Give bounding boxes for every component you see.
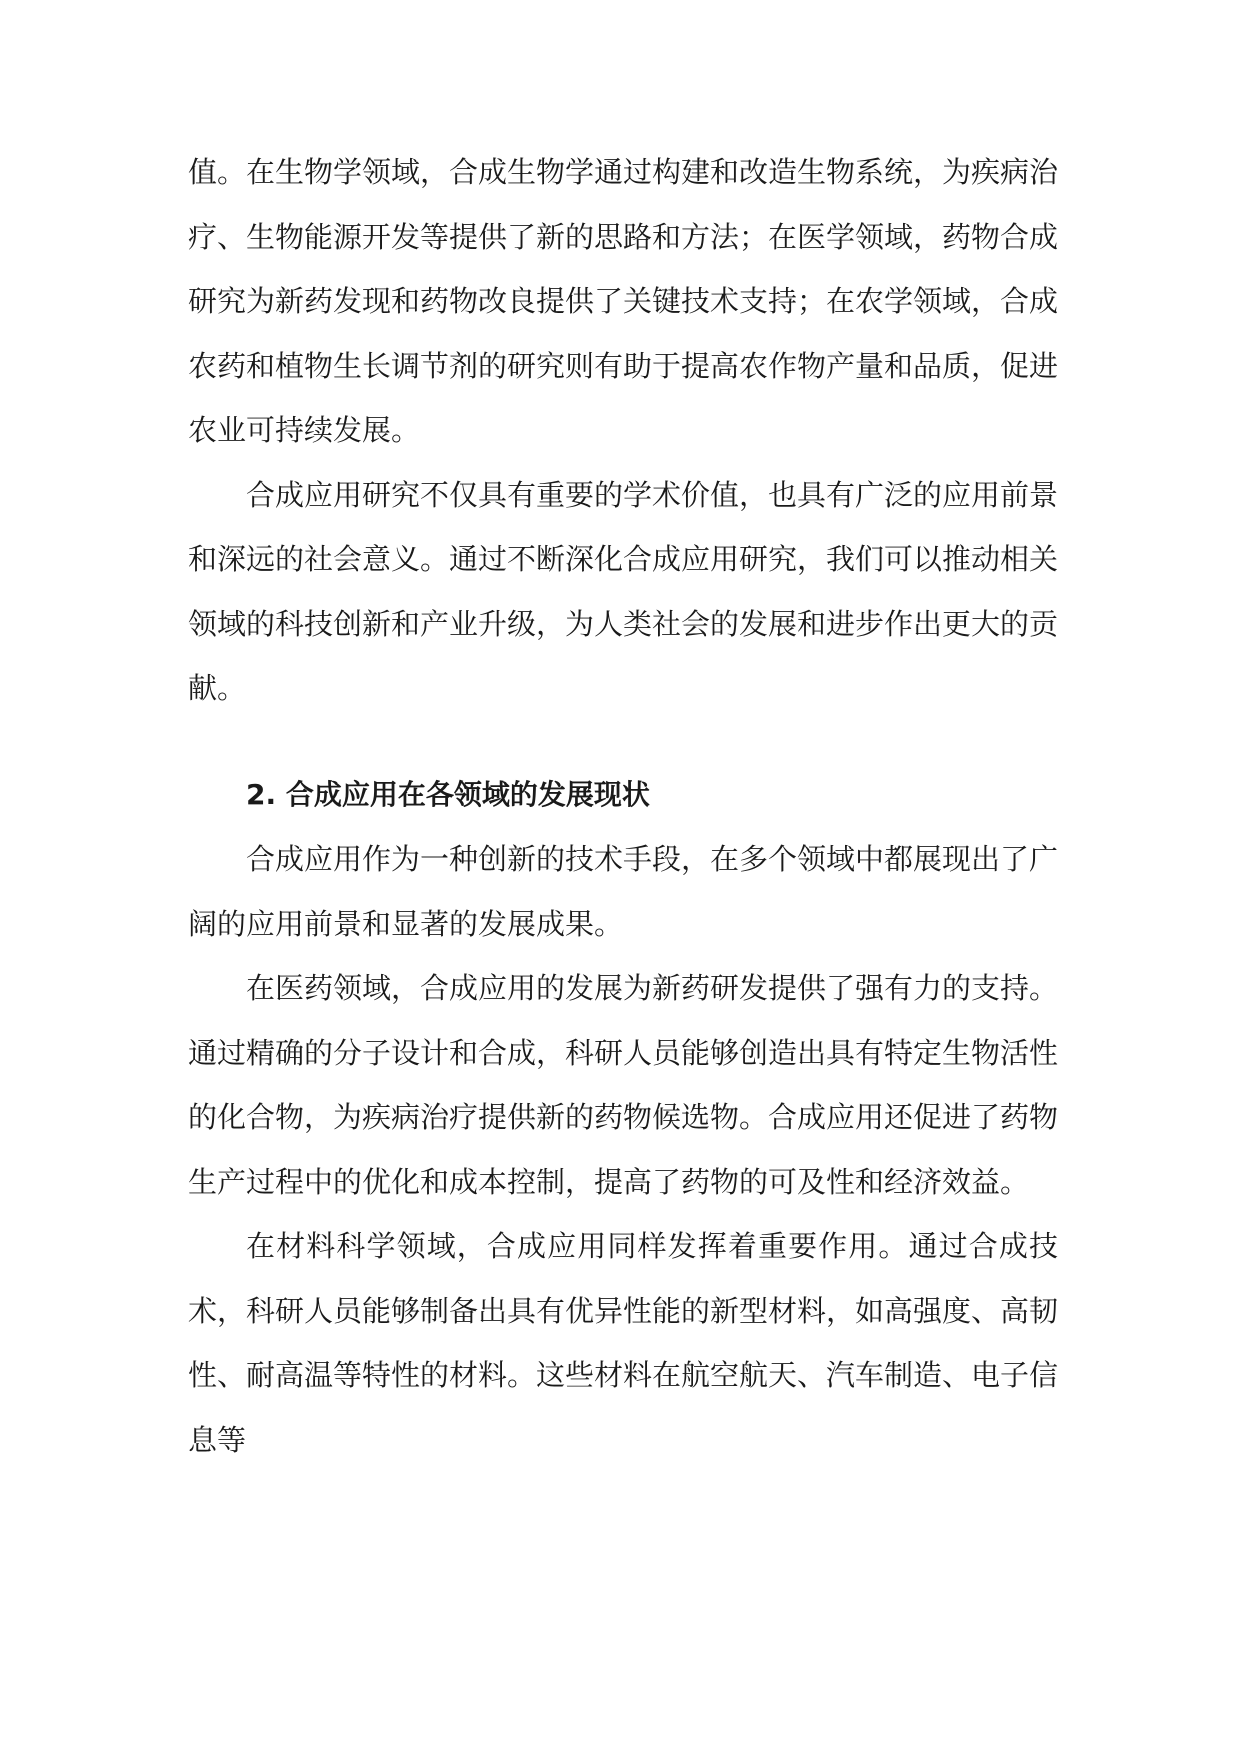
paragraph-continuation: 值。在生物学领域，合成生物学通过构建和改造生物系统，为疾病治疗、生物能源开发等提供了新的思路和方法；在医学领域，药物合成研究为新药发现和药物改良提供了关键技术支持；在农学领域，合成农药和植物生长调节剂的研究则有助于提高农作物产量和品质，促进农业可持续发展。 xyxy=(188,155,1059,447)
paragraph-overview: 合成应用作为一种创新的技术手段，在多个领域中都展现出了广阔的应用前景和显著的发展成果。 xyxy=(188,842,1059,941)
document-page xyxy=(188,140,1058,1472)
paragraph-significance: 合成应用研究不仅具有重要的学术价值，也具有广泛的应用前景和深远的社会意义。通过不断深化合成应用研究，我们可以推动相关领域的科技创新和产业升级，为人类社会的发展和进步作出更大的贡献。 xyxy=(188,477,1059,705)
paragraph-materials: 在材料科学领域，合成应用同样发挥着重要作用。通过合成技术，科研人员能够制备出具有优异性能的新型材料，如高强度、高韧性、耐高温等特性的材料。这些材料在航空航天、汽车制造、电子信息等 xyxy=(188,1229,1059,1457)
section-spacer xyxy=(188,721,1058,763)
paragraph-medicine: 在医药领域，合成应用的发展为新药研发提供了强有力的支持。通过精确的分子设计和合成，科研人员能够创造出具有特定生物活性的化合物，为疾病治疗提供新的药物候选物。合成应用还促进了药物生产过程中的优化和成本控制，提高了药物的可及性和经济效益。 xyxy=(188,971,1059,1199)
section-heading: 2. 合成应用在各领域的发展现状 xyxy=(246,777,650,811)
